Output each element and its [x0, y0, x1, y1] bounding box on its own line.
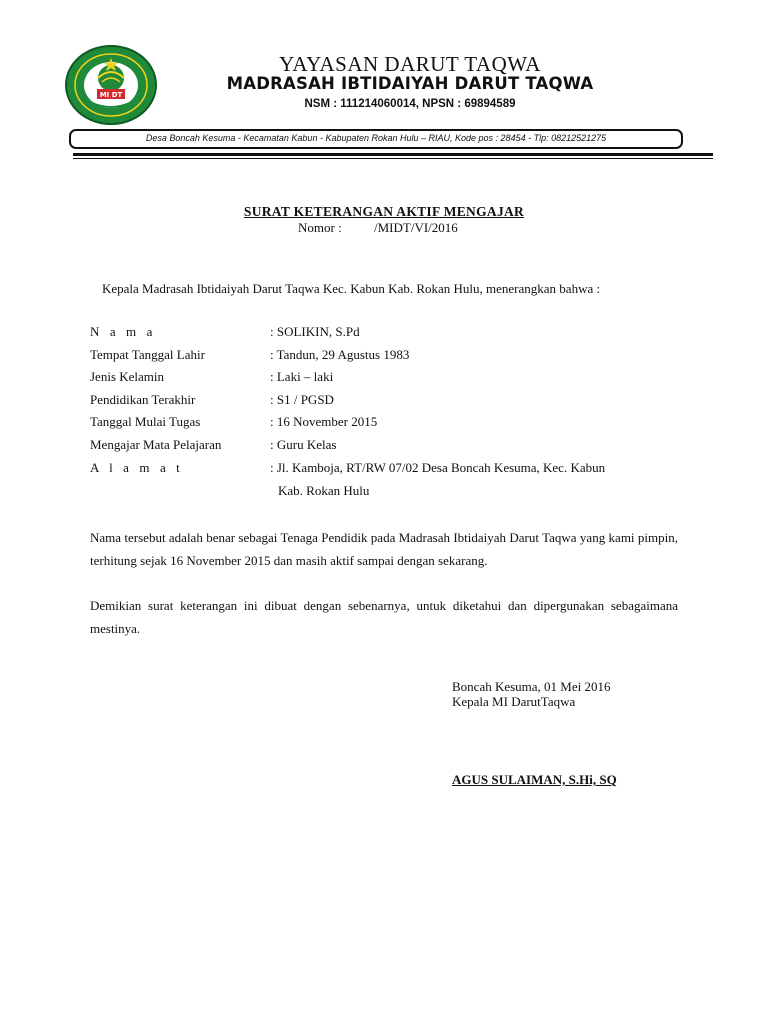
header-divider-thick: [73, 153, 713, 156]
school-name: MADRASAH IBTIDAIYAH DARUT TAQWA: [226, 74, 594, 93]
field-label-gender: Jenis Kelamin: [90, 369, 165, 384]
field-label-address: A l a m a t: [90, 460, 184, 475]
foundation-name: YAYASAN DARUT TAQWA: [279, 52, 541, 76]
field-value-address-line2: Kab. Rokan Hulu: [278, 483, 370, 498]
field-label-birth: Tempat Tanggal Lahir: [90, 347, 205, 362]
field-value-gender: : Laki – laki: [270, 369, 334, 384]
school-logo: [64, 44, 158, 126]
header-divider-thin: [73, 158, 713, 159]
field-value-birth: : Tandun, 29 Agustus 1983: [270, 347, 410, 362]
field-label-start-date: Tanggal Mulai Tugas: [90, 414, 201, 429]
field-value-start-date: : 16 November 2015: [270, 414, 378, 429]
registration-numbers: NSM : 111214060014, NPSN : 69894589: [304, 98, 516, 110]
field-value-address: : Jl. Kamboja, RT/RW 07/02 Desa Boncah Kesuma, Kec. Kabun: [270, 460, 606, 475]
number-value: /MIDT/VI/2016: [374, 220, 458, 235]
field-label-name: N a m a: [90, 324, 156, 339]
field-value-name: : SOLIKIN, S.Pd: [270, 324, 360, 339]
signer-title: Kepala MI DarutTaqwa: [452, 694, 576, 709]
place-date: Boncah Kesuma, 01 Mei 2016: [452, 679, 611, 694]
signer-name: AGUS SULAIMAN, S.Hi, SQ: [452, 772, 617, 787]
field-label-subject: Mengajar Mata Pelajaran: [90, 437, 222, 452]
address-text: Desa Boncah Kesuma - Kecamatan Kabun - Kabupaten Rokan Hulu – RIAU, Kode pos : 28454 - Tlp: 08212521275: [145, 133, 607, 143]
field-value-subject: : Guru Kelas: [270, 437, 337, 452]
letter-title: SURAT KETERANGAN AKTIF MENGAJAR: [243, 204, 525, 219]
closing-paragraph: Demikian surat keterangan ini dibuat dengan sebenarnya, untuk diketahui dan dipergunakan sebagaimana mestinya.: [90, 598, 678, 636]
intro-text: Kepala Madrasah Ibtidaiyah Darut Taqwa Kec. Kabun Kab. Rokan Hulu, menerangkan bahwa :: [102, 281, 601, 296]
number-label: Nomor :: [298, 220, 342, 235]
logo-text: MI DT: [99, 91, 123, 99]
field-label-education: Pendidikan Terakhir: [90, 392, 196, 407]
field-value-education: : S1 / PGSD: [270, 392, 334, 407]
statement-paragraph: Nama tersebut adalah benar sebagai Tenaga Pendidik pada Madrasah Ibtidaiyah Darut Taqwa yang kami pimpin, terhitung sejak 16 November 2015 dan masih aktif sampai dengan sekarang.: [90, 530, 678, 568]
